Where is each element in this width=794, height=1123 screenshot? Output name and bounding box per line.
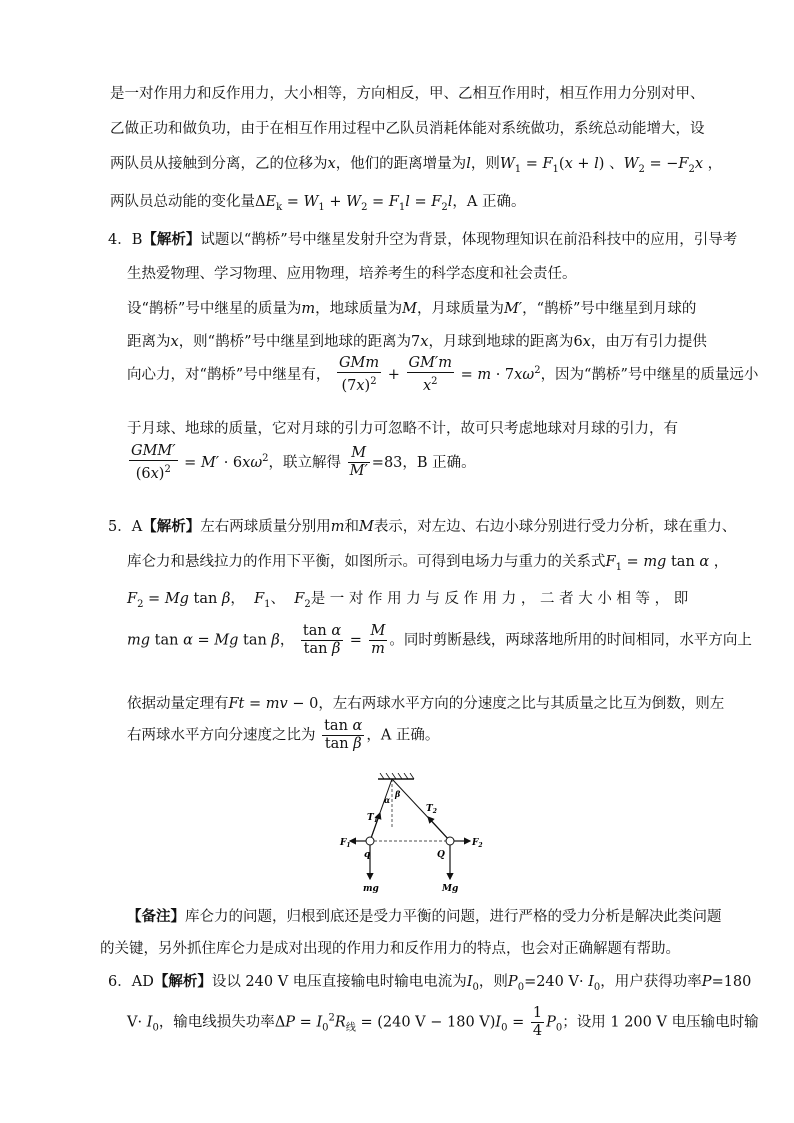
text-line: 两队员从接触到分离，乙的位移为x，他们的距离增量为l，则$W_1 = F_1(x + l)$ 、$W_2 = -F_2x$ ，	[110, 156, 723, 175]
label-Mg: Mg	[442, 884, 459, 893]
formula-line: $\frac{\text{GMM′}}{(6x)^2}$ = $M' \cdot 6x\omega^2$，联立解得 $\frac{M}{M'}$ =83，B 正确。	[131, 443, 476, 482]
text-line: 于月球、地球的质量，它对月球的引力可忽略不计，故可只考虑地球对月球的引力，有	[127, 421, 678, 437]
label-f2: $F_2$	[472, 838, 483, 849]
text-line: 生热爱物理、学习物理、应用物理，培养考生的科学态度和社会责任。	[127, 266, 577, 282]
question-5-header: 5．A【解析】左右两球质量分别用m和M表示，对左边、右边小球分别进行受力分析，球在重力、	[108, 518, 737, 535]
note-line: 【备注】库仑力的问题，归根到底还是受力平衡的问题，进行严格的受力分析是解决此类问题	[127, 908, 722, 925]
text-line: 距离为x，则“鹊桥”号中继星到地球的距离为7x，月球到地球的距离为6x，由万有引力提供	[127, 334, 707, 350]
text-line: 设“鹊桥”号中继星的质量为m，地球质量为M，月球质量为M′，“鹊桥”号中继星到月球的	[127, 301, 697, 317]
label-f1: $F_1$	[340, 838, 351, 849]
force-diagram	[336, 773, 486, 893]
text-line: 库仑力和悬线拉力的作用下平衡，如图所示。可得到电场力与重力的关系式$F_1$ = mg tan α ，	[127, 554, 729, 573]
label-q: q	[364, 850, 371, 860]
label-alpha: α	[384, 795, 391, 805]
text-line: $F_2 = Mg$ tan β， $F_1$、 $F_2$是 一 对 作 用 力 与 反 作 用 力 ， 二 者 大 小 相 等 ， 即	[127, 591, 689, 610]
label-Q: Q	[437, 850, 445, 860]
formula-line: mg tan α = Mg tan β， $\frac{\text{tan α}}{\text{tan β}}$ = $\frac{M}{m}$ 。同时剪断悬线，两球落地所用的时间相同，水平方向上	[127, 623, 752, 657]
question-4-header: 4．B【解析】试题以“鹊桥”号中继星发射升空为背景，体现物理知识在前沿科技中的应用，引导考	[108, 231, 738, 248]
formula-line: 右两球水平方向分速度之比为 $\frac{\text{tan α}}{\text{tan β}}$ ，A 正确。	[127, 718, 440, 752]
label-t1: $T_1$	[367, 813, 378, 824]
label-t2: $T_2$	[426, 804, 437, 815]
note-line: 的关键，另外抓住库仑力是成对出现的作用力和反作用力的特点，也会对正确解题有帮助。	[100, 941, 680, 957]
tension-t2-arrow	[428, 817, 450, 841]
text-line: 是一对作用力和反作用力，大小相等，方向相反，甲、乙相互作用时，相互作用力分别对甲、	[110, 86, 705, 102]
text-line: 依据动量定理有Ft = mv − 0，左右两球水平方向的分速度之比与其质量之比互为倒数，则左	[127, 696, 725, 712]
text-line: 乙做正功和做负功，由于在相互作用过程中乙队员消耗体能对系统做功，系统总动能增大，设	[110, 121, 705, 137]
ball-Q	[446, 837, 454, 845]
text-line: 两队员总动能的变化量$\Delta E_k = W_1 + W_2 = F_1l = F_2l$，A 正确。	[110, 194, 526, 213]
question-6-header: 6．AD【解析】设以 240 V 电压直接输电时输电电流为$I_0$，则$P_0=240$ $V\cdot I_0$，用户获得功率P=180	[108, 973, 752, 993]
formula-line: 向心力，对“鹊桥”号中继星有， $\frac{\text{GMm}}{(7x)^2}$ + $\frac{GM'm}{x^2}$ = $m \cdot 7x\omega^2$，因为“鹊桥”号中继星的质量远小	[127, 355, 759, 394]
label-beta: β	[395, 789, 401, 799]
ceiling-support	[378, 773, 414, 779]
formula-line: $V\cdot I_0$，输电线损失功率$\Delta P = I_0^2R_线 = (240$ V − 180 $V)I_0$ = $\frac{1}{4}$ $P_0$；设用 1 200 V 电压输电时输	[127, 1005, 759, 1039]
ball-q	[366, 837, 374, 845]
label-mg: mg	[363, 884, 379, 893]
